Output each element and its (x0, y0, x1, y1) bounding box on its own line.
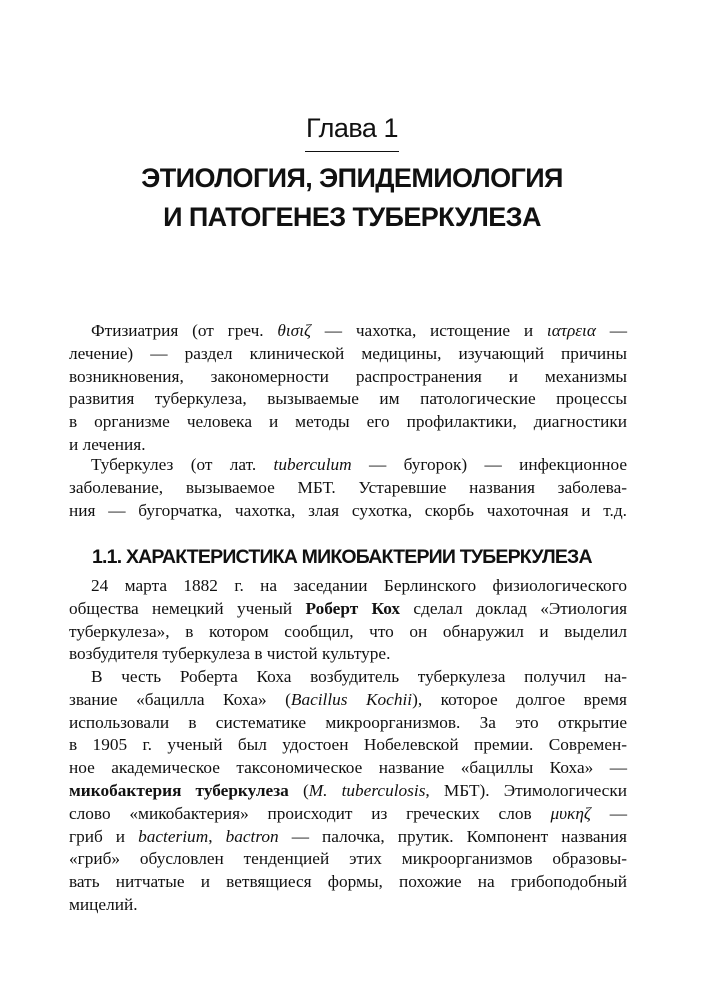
chapter-title-line: И ПАТОГЕНЕЗ ТУБЕРКУЛЕЗА (163, 202, 541, 232)
term-bold: микобактерия туберкулеза (69, 780, 289, 800)
text-line: использовали в систематике микроорганизмов. За это открытие (69, 712, 627, 732)
chapter-title-line: ЭТИОЛОГИЯ, ЭПИДЕМИОЛОГИЯ (141, 163, 563, 193)
intro-paragraph-2 (69, 454, 627, 522)
text-line: возникновения, закономерности распространения и механизмы (69, 366, 627, 386)
latin-term: bacterium (138, 826, 209, 846)
intro-paragraph-1 (69, 320, 627, 457)
latin-term: M. tuberculosis (308, 780, 426, 800)
text-line: и лечения. (69, 434, 146, 454)
greek-term: μυκηζ (550, 803, 591, 823)
text-line: лечение) — раздел клинической медицины, изучающий причины (69, 343, 627, 363)
latin-term: Bacillus Kochii (290, 689, 413, 709)
text-line: В честь Роберта Коха возбудитель туберкулеза получил на- (91, 667, 627, 686)
text-line: туберкулеза», в котором сообщил, что он обнаружил и выделил (69, 621, 627, 641)
text-line: Туберкулез (от лат. tuberculum — бугорок) — инфекционное (91, 455, 628, 474)
text-line: «гриб» обусловлен тенденцией этих микроорганизмов образовы- (69, 849, 627, 869)
text-line: Фтизиатрия (от греч. θισιζ — чахотка, истощение и ιατρεια — (91, 321, 627, 340)
text-line: слово «микобактерия» происходит из греческих слов μυκηζ — (69, 803, 627, 823)
text-line: мицелий. (69, 894, 138, 914)
chapter-title (0, 159, 704, 237)
text-line: ния — бугорчатка, чахотка, злая сухотка, скорбь чахоточная и т.д. (69, 500, 627, 520)
latin-term: bactron (225, 826, 279, 846)
section-paragraph-1 (69, 575, 627, 666)
greek-term: ιατρεια (546, 321, 596, 340)
chapter-label: Глава 1 (306, 113, 398, 143)
text-line: 24 марта 1882 г. на заседании Берлинского физиологического (91, 576, 627, 595)
text-line: возбудителя туберкулеза в чистой культуре. (69, 644, 391, 664)
text-line: гриб и bacterium, bactron — палочка, прутик. Компонент названия (69, 826, 628, 846)
section-paragraph-2 (69, 666, 627, 917)
text-line: заболевание, вызываемое МБТ. Устаревшие названия заболева- (69, 477, 627, 497)
text-line: в 1905 г. ученый был удостоен Нобелевской премии. Современ- (69, 735, 627, 755)
latin-term: tuberculum (273, 455, 352, 474)
text-line: микобактерия туберкулеза (M. tuberculosis, МБТ). Этимологически (69, 780, 627, 800)
text-line: звание «бацилла Коха» (Bacillus Kochii), которое долгое время (69, 689, 627, 709)
greek-term: θισιζ (277, 321, 311, 340)
text-line: ное академическое таксономическое название «бациллы Коха» — (69, 758, 627, 778)
text-line: вать нитчатые и ветвящиеся формы, похожие на грибоподобный (69, 872, 627, 892)
text-line: в организме человека и методы его профилактики, диагностики (69, 412, 627, 432)
text-line: общества немецкий ученый Роберт Кох сделал доклад «Этиология (69, 598, 628, 618)
section-heading: 1.1. ХАРАКТЕРИСТИКА МИКОБАКТЕРИИ ТУБЕРКУЛЕЗА (92, 546, 592, 568)
chapter-label-underline (305, 151, 399, 152)
person-name: Роберт Кох (305, 598, 401, 618)
text-line: развития туберкулеза, вызываемые им патологические процессы (69, 389, 627, 409)
